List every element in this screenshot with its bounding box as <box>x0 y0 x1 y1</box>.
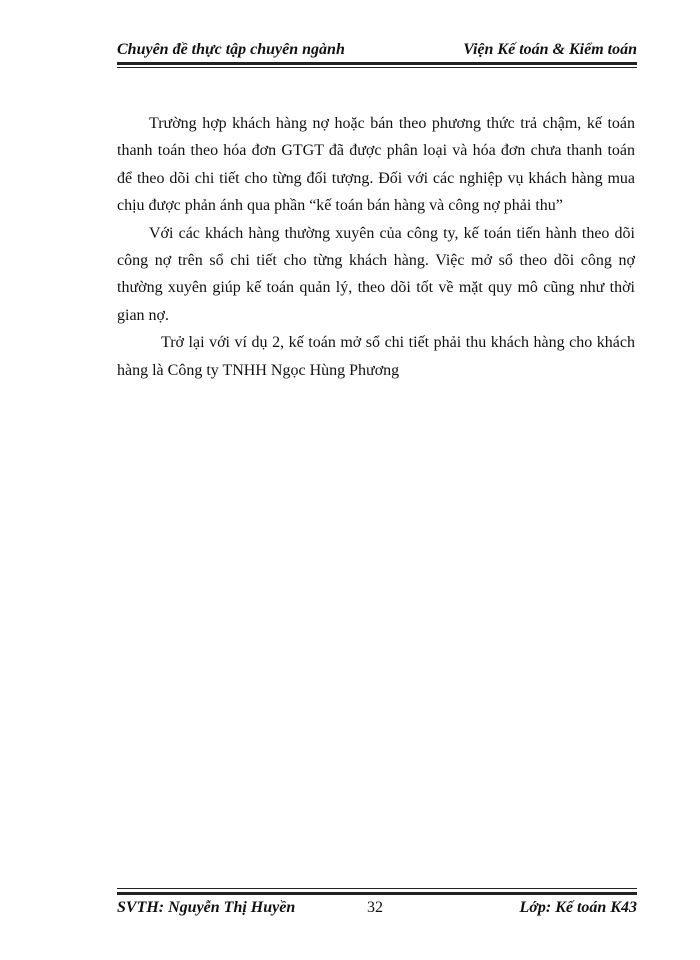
footer-rule-thin <box>117 888 637 889</box>
header-rule-thick <box>117 62 637 65</box>
document-body <box>117 110 635 384</box>
header-course-title: Chuyên đề thực tập chuyên ngành <box>117 41 345 58</box>
paragraph-1: Trường hợp khách hàng nợ hoặc bán theo phương thức trả chậm, kế toán thanh toán theo hóa đơn GTGT đã được phân loại và hóa đơn chưa thanh toán để theo dõi chi tiết cho từng đối tượng. Đối với các nghiệp vụ khách hàng mua chịu được phản ánh qua phần “kế toán bán hàng và công nợ phải thu” <box>117 115 635 215</box>
page-number: 32 <box>367 899 383 916</box>
page-header <box>117 37 637 59</box>
footer-class-name: Lớp: Kế toán K43 <box>519 899 637 916</box>
header-rule-thin <box>117 67 637 68</box>
header-institute: Viện Kế toán & Kiểm toán <box>463 41 637 58</box>
footer-student-name: SVTH: Nguyễn Thị Huyền <box>117 899 296 916</box>
paragraph-3: Trở lại với ví dụ 2, kế toán mở sổ chi tiết phải thu khách hàng cho khách hàng là Công ty TNHH Ngọc Hùng Phương <box>117 334 635 379</box>
paragraph-2: Với các khách hàng thường xuyên của công ty, kế toán tiến hành theo dõi công nợ trên sổ chi tiết cho từng khách hàng. Việc mở sổ theo dõi công nợ thường xuyên giúp kế toán quản lý, theo dõi tốt về mặt quy mô cũng như thời gian nợ. <box>117 224 635 324</box>
page-footer <box>117 899 637 923</box>
footer-rule-thick <box>117 892 637 895</box>
